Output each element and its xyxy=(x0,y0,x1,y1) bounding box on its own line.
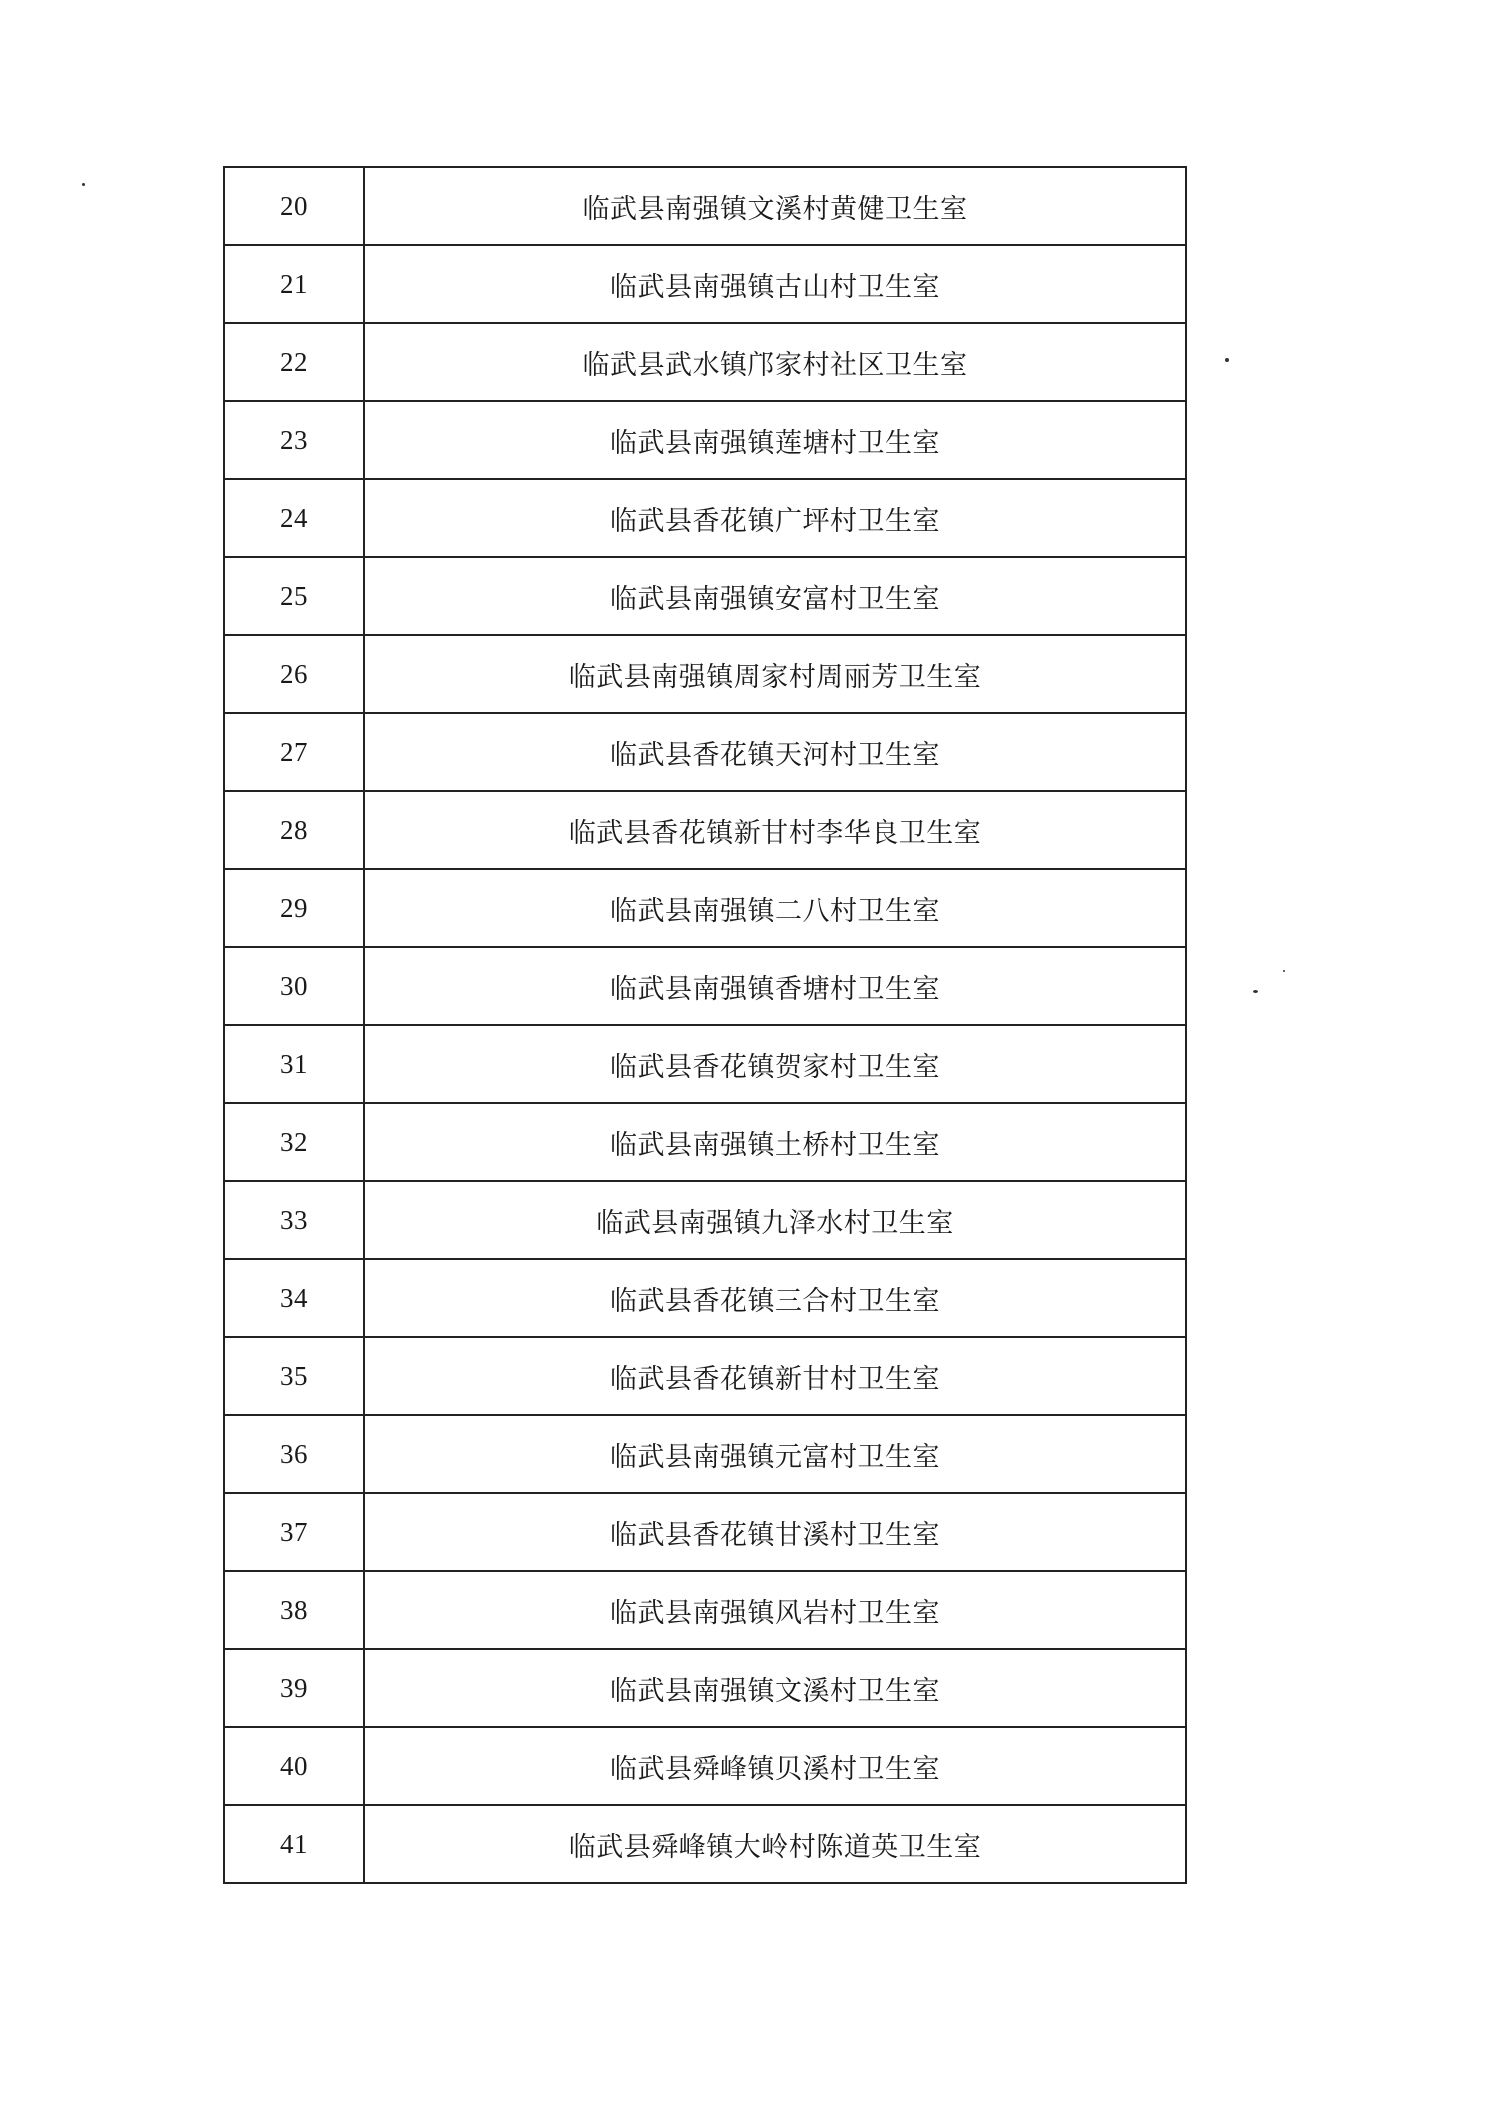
clinic-name-cell: 临武县香花镇广坪村卫生室 xyxy=(364,479,1186,557)
clinic-name-cell: 临武县香花镇三合村卫生室 xyxy=(364,1259,1186,1337)
row-number-cell: 40 xyxy=(224,1727,364,1805)
table-row xyxy=(224,167,1186,245)
clinic-name-cell: 临武县南强镇周家村周丽芳卫生室 xyxy=(364,635,1186,713)
table-row xyxy=(224,1025,1186,1103)
row-number-cell: 23 xyxy=(224,401,364,479)
clinic-name-cell: 临武县南强镇土桥村卫生室 xyxy=(364,1103,1186,1181)
clinic-name-cell: 临武县南强镇文溪村黄健卫生室 xyxy=(364,167,1186,245)
clinic-name-cell: 临武县香花镇新甘村卫生室 xyxy=(364,1337,1186,1415)
row-number-cell: 35 xyxy=(224,1337,364,1415)
row-number-cell: 38 xyxy=(224,1571,364,1649)
row-number-cell: 33 xyxy=(224,1181,364,1259)
clinic-name-cell: 临武县武水镇邝家村社区卫生室 xyxy=(364,323,1186,401)
clinic-name-cell: 临武县舜峰镇贝溪村卫生室 xyxy=(364,1727,1186,1805)
row-number-cell: 28 xyxy=(224,791,364,869)
scan-speck xyxy=(1225,358,1229,362)
clinic-name-cell: 临武县南强镇古山村卫生室 xyxy=(364,245,1186,323)
clinic-name-cell: 临武县南强镇九泽水村卫生室 xyxy=(364,1181,1186,1259)
row-number-cell: 37 xyxy=(224,1493,364,1571)
clinic-name-cell: 临武县南强镇文溪村卫生室 xyxy=(364,1649,1186,1727)
table-row xyxy=(224,1103,1186,1181)
row-number-cell: 36 xyxy=(224,1415,364,1493)
row-number-cell: 41 xyxy=(224,1805,364,1883)
row-number-cell: 32 xyxy=(224,1103,364,1181)
clinic-name-cell: 临武县南强镇风岩村卫生室 xyxy=(364,1571,1186,1649)
table-row xyxy=(224,323,1186,401)
row-number-cell: 24 xyxy=(224,479,364,557)
clinic-name-cell: 临武县南强镇安富村卫生室 xyxy=(364,557,1186,635)
scan-speck xyxy=(1283,970,1285,972)
table-row xyxy=(224,1259,1186,1337)
table-row xyxy=(224,1805,1186,1883)
clinic-list-table xyxy=(223,166,1187,1884)
table-row xyxy=(224,1571,1186,1649)
clinic-name-cell: 临武县香花镇贺家村卫生室 xyxy=(364,1025,1186,1103)
clinic-name-cell: 临武县香花镇甘溪村卫生室 xyxy=(364,1493,1186,1571)
row-number-cell: 29 xyxy=(224,869,364,947)
row-number-cell: 25 xyxy=(224,557,364,635)
clinic-name-cell: 临武县南强镇二八村卫生室 xyxy=(364,869,1186,947)
table-row xyxy=(224,869,1186,947)
table-body xyxy=(224,167,1186,1883)
table-row xyxy=(224,1415,1186,1493)
row-number-cell: 20 xyxy=(224,167,364,245)
clinic-name-cell: 临武县香花镇新甘村李华良卫生室 xyxy=(364,791,1186,869)
table-row xyxy=(224,245,1186,323)
table-row xyxy=(224,1727,1186,1805)
table-row xyxy=(224,1493,1186,1571)
table-row xyxy=(224,1337,1186,1415)
row-number-cell: 39 xyxy=(224,1649,364,1727)
table-row xyxy=(224,557,1186,635)
row-number-cell: 27 xyxy=(224,713,364,791)
table-row xyxy=(224,1181,1186,1259)
scan-speck xyxy=(1253,990,1258,993)
clinic-name-cell: 临武县南强镇香塘村卫生室 xyxy=(364,947,1186,1025)
row-number-cell: 21 xyxy=(224,245,364,323)
table-row xyxy=(224,791,1186,869)
table-row xyxy=(224,479,1186,557)
clinic-name-cell: 临武县南强镇莲塘村卫生室 xyxy=(364,401,1186,479)
scan-speck xyxy=(82,183,85,186)
row-number-cell: 30 xyxy=(224,947,364,1025)
table-row xyxy=(224,947,1186,1025)
row-number-cell: 34 xyxy=(224,1259,364,1337)
row-number-cell: 26 xyxy=(224,635,364,713)
table-row xyxy=(224,635,1186,713)
table-row xyxy=(224,401,1186,479)
clinic-name-cell: 临武县舜峰镇大岭村陈道英卫生室 xyxy=(364,1805,1186,1883)
row-number-cell: 22 xyxy=(224,323,364,401)
row-number-cell: 31 xyxy=(224,1025,364,1103)
table-row xyxy=(224,713,1186,791)
clinic-name-cell: 临武县香花镇天河村卫生室 xyxy=(364,713,1186,791)
clinic-name-cell: 临武县南强镇元富村卫生室 xyxy=(364,1415,1186,1493)
table-row xyxy=(224,1649,1186,1727)
